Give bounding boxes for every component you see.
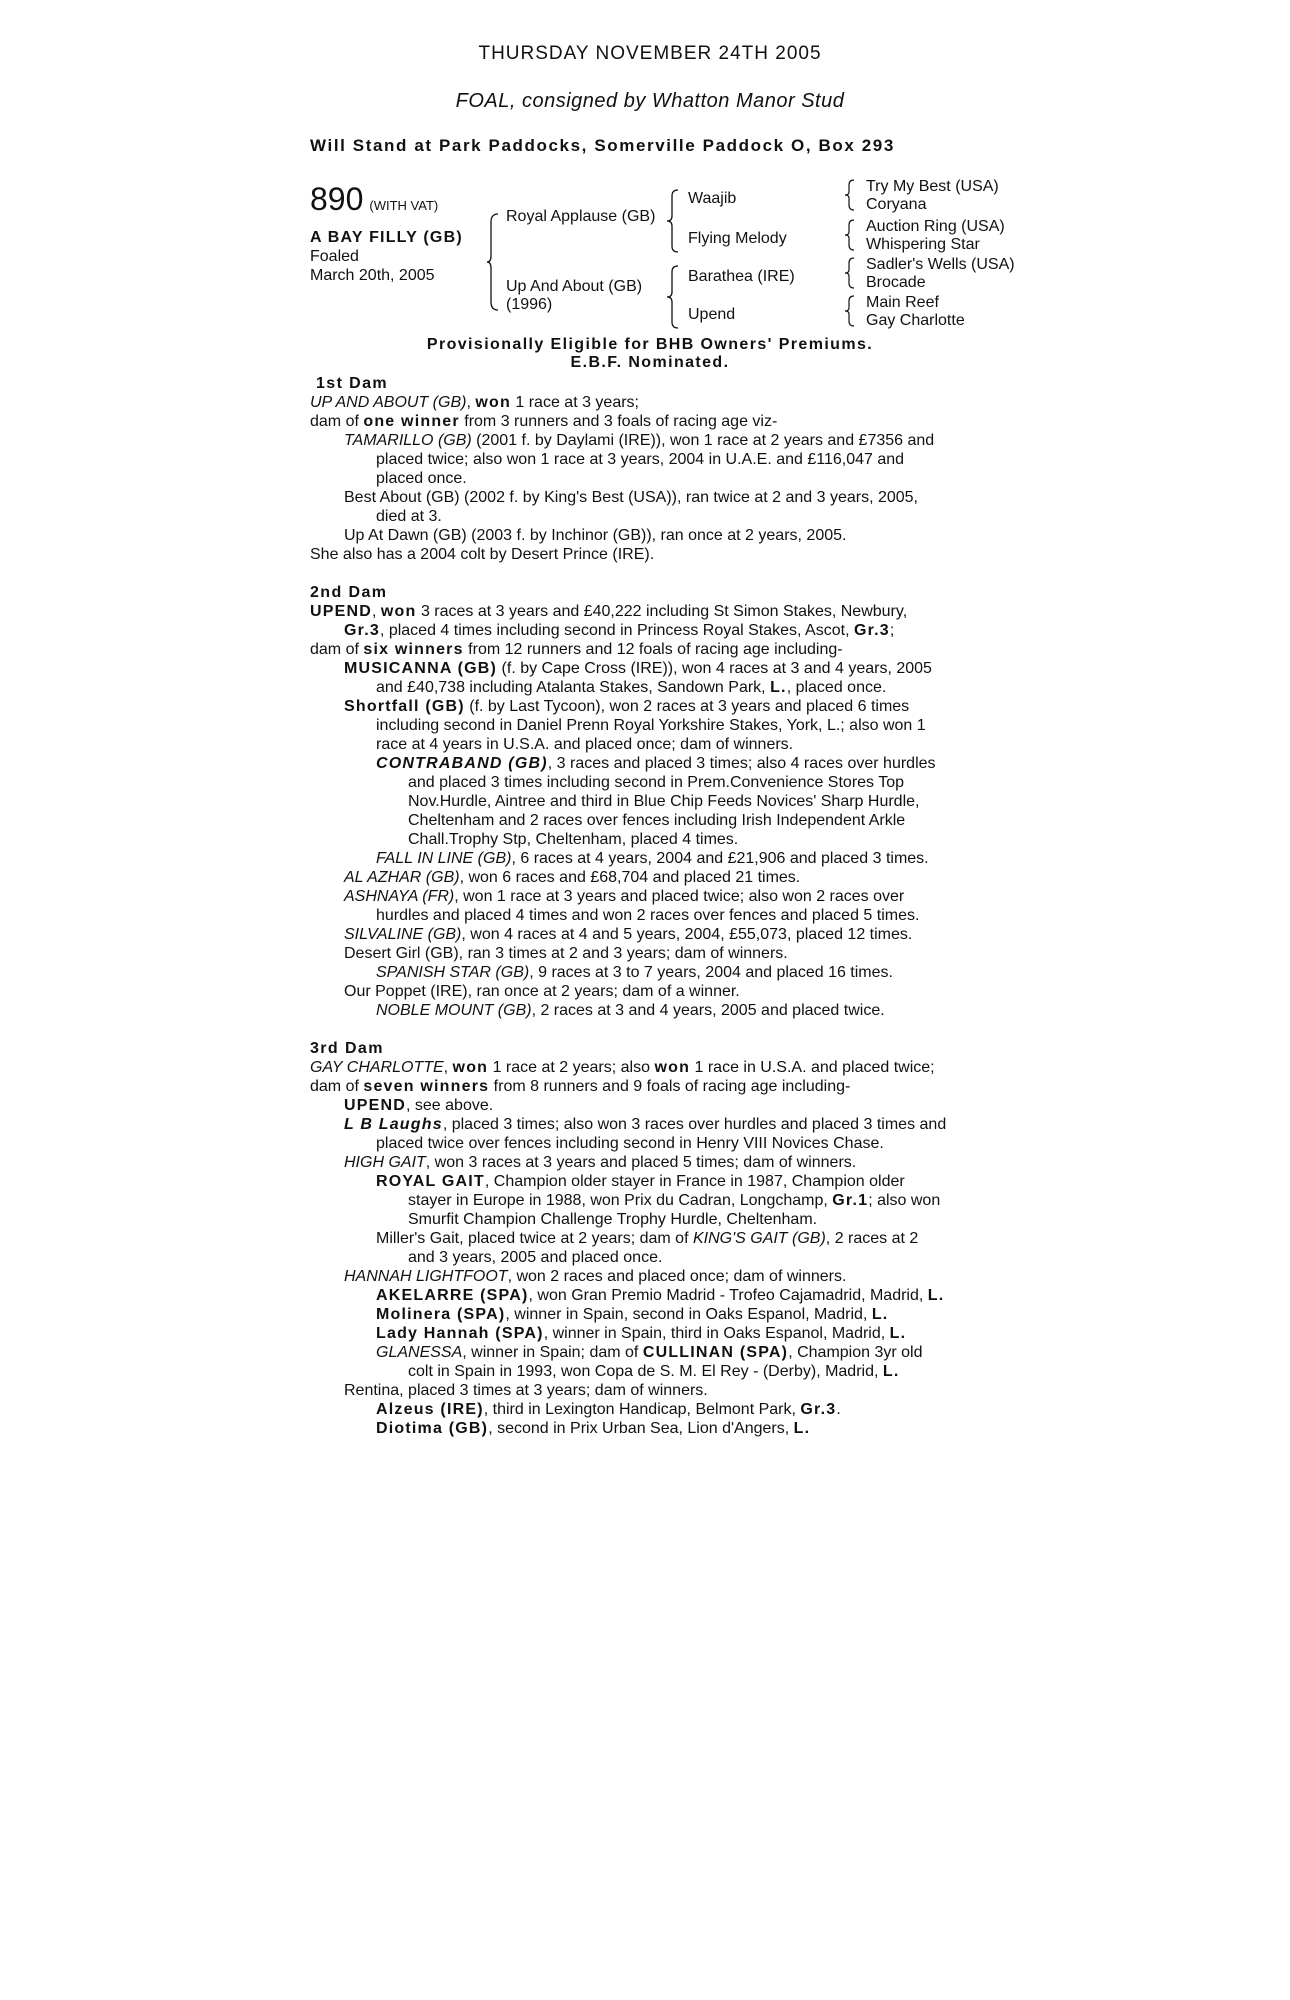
pedigree-gg-6: Brocade <box>866 274 926 291</box>
pedigree-gg-2: Coryana <box>866 196 927 213</box>
dam2-heading: 2nd Dam <box>310 584 388 601</box>
consignor-line: FOAL, consigned by Whatton Manor Stud <box>455 90 845 112</box>
pedigree-dam-dam: Upend <box>688 306 736 323</box>
dam2-line: AL AZHAR (GB), won 6 races and £68,704 and placed 21 times. <box>344 869 801 886</box>
dam3-line: Diotima (GB), second in Prix Urban Sea, Lion d'Angers, L. <box>376 1420 811 1437</box>
pedigree-gg-3: Auction Ring (USA) <box>866 218 1005 235</box>
pedigree-sire: Royal Applause (GB) <box>506 208 656 225</box>
dam3-line: ROYAL GAIT, Champion older stayer in France in 1987, Champion older <box>376 1173 905 1190</box>
dam3-line: GLANESSA, winner in Spain; dam of CULLINAN (SPA), Champion 3yr old <box>376 1344 923 1361</box>
dam1-line: Best About (GB) (2002 f. by King's Best (USA)), ran twice at 2 and 3 years, 2005, <box>344 489 918 506</box>
dam1-line: UP AND ABOUT (GB), won 1 race at 3 years; <box>310 394 639 411</box>
dam3-line: and 3 years, 2005 and placed once. <box>408 1249 663 1266</box>
dam2-line: FALL IN LINE (GB), 6 races at 4 years, 2004 and £21,906 and placed 3 times. <box>376 850 929 867</box>
dam2-line: Desert Girl (GB), ran 3 times at 2 and 3 years; dam of winners. <box>344 945 788 962</box>
dam3-line: HANNAH LIGHTFOOT, won 2 races and placed once; dam of winners. <box>344 1268 847 1285</box>
dam3-heading: 3rd Dam <box>310 1040 384 1057</box>
dam3-line: Smurfit Champion Challenge Trophy Hurdle, Cheltenham. <box>408 1211 818 1228</box>
foaled-date: March 20th, 2005 <box>310 267 435 284</box>
pedigree-brace-g1 <box>844 178 856 212</box>
dam1-line: died at 3. <box>376 508 442 525</box>
pedigree-gg-8: Gay Charlotte <box>866 312 965 329</box>
dam2-line: CONTRABAND (GB), 3 races and placed 3 times; also 4 races over hurdles <box>376 755 936 772</box>
pedigree-brace-main <box>486 212 500 312</box>
dam3-line: placed twice over fences including second in Henry VIII Novices Chase. <box>376 1135 884 1152</box>
dam2-line: SILVALINE (GB), won 4 races at 4 and 5 years, 2004, £55,073, placed 12 times. <box>344 926 913 943</box>
dam2-line: dam of six winners from 12 runners and 12 foals of racing age including- <box>310 641 843 658</box>
dam2-line: race at 4 years in U.S.A. and placed once; dam of winners. <box>376 736 794 753</box>
dam3-line: GAY CHARLOTTE, won 1 race at 2 years; also won 1 race in U.S.A. and placed twice; <box>310 1059 935 1076</box>
pedigree-gg-1: Try My Best (USA) <box>866 178 999 195</box>
pedigree-gg-5: Sadler's Wells (USA) <box>866 256 1015 273</box>
pedigree-sire-sire: Waajib <box>688 190 737 207</box>
pedigree-brace-g3 <box>844 256 856 290</box>
dam2-line: Shortfall (GB) (f. by Last Tycoon), won 2 races at 3 years and placed 6 times <box>344 698 910 715</box>
pedigree-gg-4: Whispering Star <box>866 236 980 253</box>
pedigree-brace-g4 <box>844 294 856 328</box>
dam3-line: dam of seven winners from 8 runners and 9 foals of racing age including- <box>310 1078 851 1095</box>
dam2-line: MUSICANNA (GB) (f. by Cape Cross (IRE)), won 4 races at 3 and 4 years, 2005 <box>344 660 932 677</box>
eligibility-line-2: E.B.F. Nominated. <box>570 354 730 371</box>
dam2-line: UPEND, won 3 races at 3 years and £40,222 including St Simon Stakes, Newbury, <box>310 603 908 620</box>
pedigree-dam: Up And About (GB) <box>506 278 643 295</box>
horse-description <box>310 228 463 285</box>
produce-record <box>310 374 990 1438</box>
dam2-line: ASHNAYA (FR), won 1 race at 3 years and placed twice; also won 2 races over <box>344 888 905 905</box>
dam3-line: colt in Spain in 1993, won Copa de S. M. El Rey - (Derby), Madrid, L. <box>408 1363 900 1380</box>
dam3-line: Lady Hannah (SPA), winner in Spain, third in Oaks Espanol, Madrid, L. <box>376 1325 907 1342</box>
stabling-line: Will Stand at Park Paddocks, Somerville Paddock O, Box 293 <box>310 136 895 155</box>
pedigree-sire-dam: Flying Melody <box>688 230 787 247</box>
pedigree-brace-g2 <box>844 218 856 252</box>
dam2-line: hurdles and placed 4 times and won 2 races over fences and placed 5 times. <box>376 907 920 924</box>
horse-name: A BAY FILLY (GB) <box>310 229 463 246</box>
pedigree-dam-year: (1996) <box>506 296 553 313</box>
pedigree-brace-dam <box>666 264 680 330</box>
dam2-line: SPANISH STAR (GB), 9 races at 3 to 7 years, 2004 and placed 16 times. <box>376 964 893 981</box>
pedigree-brace-sire <box>666 188 680 254</box>
dam1-line: TAMARILLO (GB) (2001 f. by Daylami (IRE)), won 1 race at 2 years and £7356 and <box>344 432 935 449</box>
dam3-line: stayer in Europe in 1988, won Prix du Cadran, Longchamp, Gr.1; also won <box>408 1192 941 1209</box>
dam2-line: including second in Daniel Prenn Royal Yorkshire Stakes, York, L.; also won 1 <box>376 717 926 734</box>
dam1-line: placed twice; also won 1 race at 3 years, 2004 in U.A.E. and £116,047 and <box>376 451 905 468</box>
sale-date: THURSDAY NOVEMBER 24TH 2005 <box>478 43 822 64</box>
dam3-line: Miller's Gait, placed twice at 2 years; dam of KING'S GAIT (GB), 2 races at 2 <box>376 1230 919 1247</box>
dam3-line: Molinera (SPA), winner in Spain, second in Oaks Espanol, Madrid, L. <box>376 1306 889 1323</box>
dam2-line: NOBLE MOUNT (GB), 2 races at 3 and 4 years, 2005 and placed twice. <box>376 1002 885 1019</box>
dam2-line: Chall.Trophy Stp, Cheltenham, placed 4 times. <box>408 831 739 848</box>
pedigree-gg-7: Main Reef <box>866 294 939 311</box>
dam2-line: and £40,738 including Atalanta Stakes, Sandown Park, L., placed once. <box>376 679 887 696</box>
dam2-line: Cheltenham and 2 races over fences including Irish Independent Arkle <box>408 812 906 829</box>
dam3-line: Rentina, placed 3 times at 3 years; dam of winners. <box>344 1382 708 1399</box>
dam3-line: Alzeus (IRE), third in Lexington Handicap, Belmont Park, Gr.3. <box>376 1401 841 1418</box>
dam2-line: Gr.3, placed 4 times including second in Princess Royal Stakes, Ascot, Gr.3; <box>344 622 895 639</box>
dam1-line: dam of one winner from 3 runners and 3 foals of racing age viz- <box>310 413 778 430</box>
vat-note: (WITH VAT) <box>369 198 439 213</box>
dam2-line: Our Poppet (IRE), ran once at 2 years; dam of a winner. <box>344 983 740 1000</box>
dam1-line: placed once. <box>376 470 467 487</box>
dam3-line: HIGH GAIT, won 3 races at 3 years and placed 5 times; dam of winners. <box>344 1154 857 1171</box>
dam1-line: She also has a 2004 colt by Desert Prince (IRE). <box>310 546 655 563</box>
lot-number-row <box>310 182 438 216</box>
lot-number: 890 <box>310 181 364 217</box>
foaled-label: Foaled <box>310 248 359 265</box>
dam1-heading: 1st Dam <box>316 375 389 392</box>
dam2-line: Nov.Hurdle, Aintree and third in Blue Chip Feeds Novices' Sharp Hurdle, <box>408 793 920 810</box>
dam1-line: Up At Dawn (GB) (2003 f. by Inchinor (GB)), ran once at 2 years, 2005. <box>344 527 847 544</box>
eligibility-note <box>310 336 990 372</box>
dam3-line: L B Laughs, placed 3 times; also won 3 races over hurdles and placed 3 times and <box>344 1116 947 1133</box>
dam3-line: AKELARRE (SPA), won Gran Premio Madrid - Trofeo Cajamadrid, Madrid, L. <box>376 1287 945 1304</box>
pedigree-dam-sire: Barathea (IRE) <box>688 268 795 285</box>
eligibility-line-1: Provisionally Eligible for BHB Owners' Premiums. <box>426 336 874 353</box>
dam3-line: UPEND, see above. <box>344 1097 494 1114</box>
dam2-line: and placed 3 times including second in Prem.Convenience Stores Top <box>408 774 904 791</box>
